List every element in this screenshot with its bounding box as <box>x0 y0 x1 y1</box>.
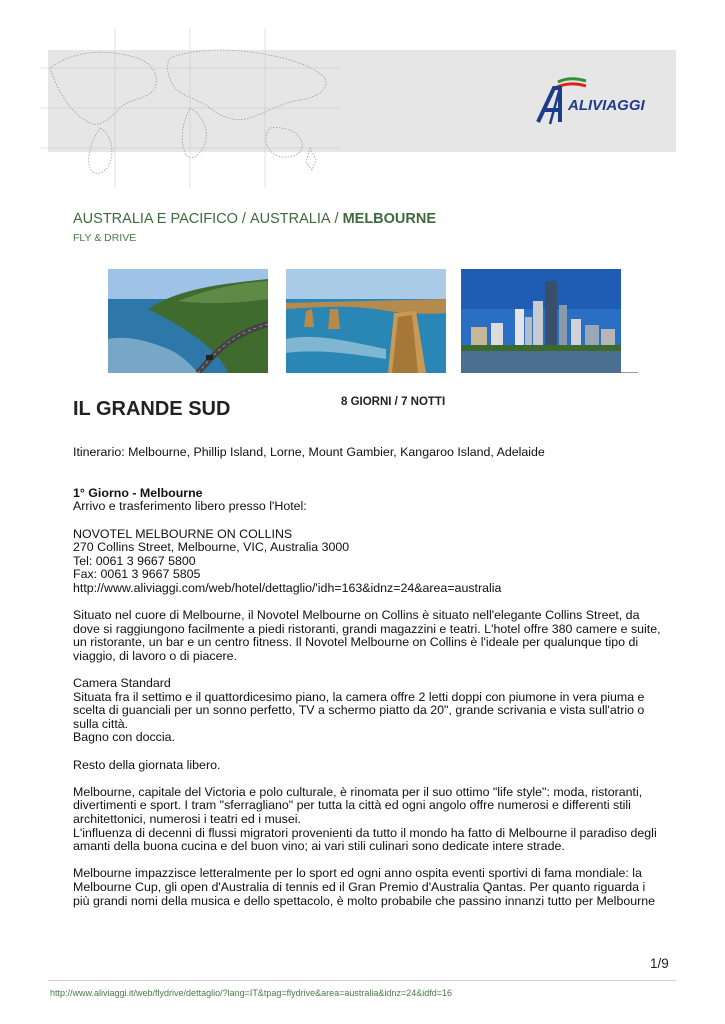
breadcrumb <box>73 211 436 227</box>
product-type: FLY & DRIVE <box>73 232 137 244</box>
hotel-description: Situato nel cuore di Melbourne, il Novotel Melbourne on Collins è situato nell'elegante Collins Street, da dove si raggiungono facilmente a piedi ristoranti, grandi magazzini e teatri. L'hotel offre 380 camere e suite, un ristorante, un bar e un centro fitness. Il Novotel Melbourne on Collins è l'ideale per qualunque tipo di viaggio, di lavoro o di piacere. <box>73 608 661 663</box>
hotel-name: NOVOTEL MELBOURNE ON COLLINS <box>73 526 293 541</box>
logo-text: ALIVIAGGI <box>568 97 645 114</box>
tour-description <box>73 446 663 922</box>
melbourne-text-3: Melbourne impazzisce letteralmente per lo sport ed ogni anno ospita eventi sportivi di fama mondiale: la Melbourne Cup, gli open d'Australia di tennis ed il Gran Premio d'Australia Qantas. Per quanto riguarda i più grandi nomi della musica e dello spettacolo, è molto probabile che passino innanzi tutto per Melbourne <box>73 866 656 908</box>
footer-url[interactable]: http://www.aliviaggi.it/web/flydrive/dettaglio/?lang=IT&tpag=flydrive&area=australia&idnz=24&idfd=16 <box>50 988 452 998</box>
page-number: 1/9 <box>650 956 669 971</box>
breadcrumb-item-city: MELBOURNE <box>342 211 437 227</box>
logo-mark-icon <box>530 74 658 130</box>
twelve-apostles-photo <box>286 269 446 373</box>
footer-divider <box>48 980 676 981</box>
breadcrumb-item-country[interactable]: AUSTRALIA <box>249 211 331 227</box>
breadcrumb-separator: / <box>241 211 246 227</box>
tour-title: IL GRANDE SUD <box>73 398 231 420</box>
room-description: Situata fra il settimo e il quattordicesimo piano, la camera offre 2 letti doppi con piumone in vera piuma e scelta di guanciali per un sonno perfetto, TV a schermo piatto da 20", grande scrivania e vista sull'atrio o sulla città. <box>73 689 645 731</box>
melbourne-text-2: L'influenza di decenni di flussi migratori provenienti da tutto il mondo ha fatto di Melbourne il paradiso degli amanti della buona cucina e del buon vino; ai vari stili culinari sono dedicate intere strade. <box>73 825 657 854</box>
breadcrumb-separator: / <box>334 211 339 227</box>
day-intro: Arrivo e trasferimento libero presso l'Hotel: <box>73 499 307 514</box>
hotel-address: 270 Collins Street, Melbourne, VIC, Australia 3000 <box>73 540 350 555</box>
melbourne-skyline-photo <box>461 269 621 373</box>
photo-caption-rule <box>621 372 638 373</box>
world-map-graphic <box>40 28 340 188</box>
hotel-url[interactable]: http://www.aliviaggi.com/web/hotel/dettaglio/'idh=163&idnz=24&area=australia <box>73 580 502 595</box>
hotel-fax: Fax: 0061 3 9667 5805 <box>73 567 201 582</box>
itinerary-text: Itinerario: Melbourne, Phillip Island, Lorne, Mount Gambier, Kangaroo Island, Adelaide <box>73 445 545 459</box>
aliviaggi-logo[interactable] <box>530 74 658 130</box>
tour-duration: 8 GIORNI / 7 NOTTI <box>341 396 446 408</box>
melbourne-text-1: Melbourne, capitale del Victoria e polo culturale, è rinomata per il suo ottimo "life style": moda, ristoranti, divertimenti e sport. I tram "sferragliano" per tutta la città ed ogni angolo offre numerosi e differenti stili architettonici, numerosi i teatri ed i musei. <box>73 784 643 827</box>
day-heading: 1° Giorno - Melbourne <box>73 485 203 500</box>
free-day-text: Resto della giornata libero. <box>73 757 221 772</box>
room-bath: Bagno con doccia. <box>73 730 175 745</box>
breadcrumb-item-region[interactable]: AUSTRALIA E PACIFICO <box>73 211 238 227</box>
coastal-road-photo <box>108 269 268 373</box>
hotel-tel: Tel: 0061 3 9667 5800 <box>73 553 196 568</box>
room-type: Camera Standard <box>73 676 171 691</box>
